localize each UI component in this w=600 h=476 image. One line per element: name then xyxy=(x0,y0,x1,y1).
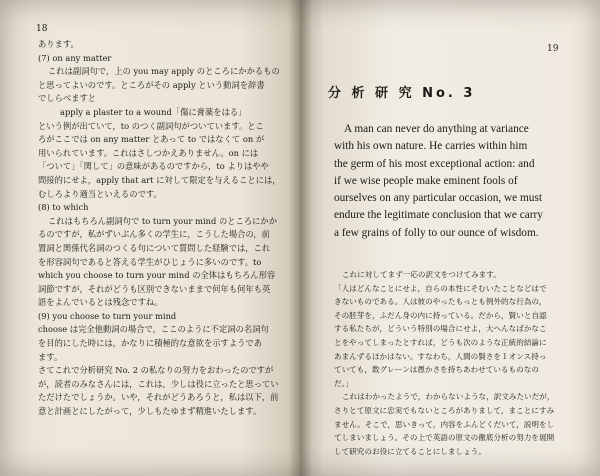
text-line: (7) on any matter xyxy=(38,52,112,63)
right-page-number: 19 xyxy=(547,44,559,54)
left-page-number: 18 xyxy=(36,24,48,34)
text-line: 詞節ですが，それがどうも区別できないままで何年も何年も英 xyxy=(38,283,271,294)
text-line: を形容詞句であると答える学生がひじょうに多いのです。to xyxy=(38,256,262,267)
text-line: which you choose to turn your mind の全体はもちろん形容 xyxy=(38,270,276,281)
passage-line: a few grains of folly to our ounce of wisdom. xyxy=(334,226,539,239)
text-line: 意と計画とにしたがって，少しもたゆまず精進いたします。 xyxy=(38,406,262,417)
text-line: を目的にした時には，かなりに積極的な意欲を示すようであ xyxy=(38,338,263,349)
text-line: 語をよんでいるとは残念ですね。 xyxy=(38,297,163,308)
passage-line: ourselves on any particular occasion, we must xyxy=(334,192,542,205)
text-line: choose は完全他動詞の場合で，ここのように不定詞の名詞句 xyxy=(38,324,269,335)
commentary-line: ません。そこで，思いきって，内容をふんどくだいて，説明をし xyxy=(334,419,555,429)
commentary-line: とをやってしまったとすれば，どうも次のような正統的結論に xyxy=(334,337,547,347)
passage-line: if we wise people make eminent fools of xyxy=(334,174,518,187)
section-heading: 分 析 研 究 No. 3 xyxy=(328,86,476,101)
text-line: あります。 xyxy=(38,39,79,49)
commentary-line: てしまいましょう。その上で英語の原文の徹底分析の努力を展開 xyxy=(334,433,555,443)
english-passage xyxy=(334,121,582,242)
text-line: 用いられています。これはさしつかえありません。on には xyxy=(38,147,259,158)
text-line: 間接的にせよ，apply that art に対して限定を与えることには， xyxy=(38,174,281,185)
passage-line: A man can never do anything at variance xyxy=(344,123,529,135)
text-line: apply a plaster to a wound「傷に膏薬をはる」 xyxy=(60,106,247,117)
text-line: と思ってよいのです。ところがその apply という動詞を辞書 xyxy=(38,79,265,90)
text-line: ろがここでは on any matter とあって to ではなくて on が xyxy=(38,134,265,145)
text-line: でしらべますと xyxy=(38,93,97,104)
text-line: ただけたでしょうか。いや，それがどうあろうと，私は以下，前 xyxy=(38,392,279,403)
passage-line: with his own nature. He carries within him xyxy=(334,140,528,153)
commentary-line: きないものである。人は彼のやったもっとも例外的な行為の， xyxy=(334,297,547,307)
text-line: (8) to which xyxy=(38,202,89,213)
text-line: これはもちろん副詞句で to turn your mind のところにかか xyxy=(48,215,278,226)
commentary-line: これはわかったようで，わからないような，訳文みたいだが， xyxy=(342,392,555,402)
commentary-line: して研究のお役に立てることにしましょう。 xyxy=(334,446,486,456)
commentary-line: する私たちが，どういう特別の場合にせよ，大へんなばかなこ xyxy=(334,324,547,334)
japanese-commentary xyxy=(334,268,584,458)
commentary-line: これに対してまず一応の訳文をつけてみます。 xyxy=(342,270,501,279)
left-page-text xyxy=(38,38,290,419)
passage-line: endure the legitimate conclusion that we carry xyxy=(334,209,543,222)
commentary-line: その胚芽を，ふだん身の内に持っている。だから，賢いと自認 xyxy=(334,310,547,320)
text-line: るのですが，私がずいぶん多くの学生に，こうした場合の，前 xyxy=(38,229,270,240)
text-line: (9) you choose to turn your mind xyxy=(38,310,177,321)
commentary-line: だ。」 xyxy=(334,378,353,388)
text-line: さてこれで分析研究 No. 2 の私なりの努力をおわったのですが xyxy=(38,365,274,376)
text-line: これは副詞句で，上の you may apply のところにかかるもの xyxy=(48,66,280,77)
text-line: が，読者のみなさんには，これは，少しは役に立ったと思ってい xyxy=(38,378,279,389)
text-line: という例が出ていて，to のつく副詞句がついています。とこ xyxy=(38,120,264,131)
commentary-line: さりとて原文に忠実でもないところがありまして，まことにすみ xyxy=(334,405,555,415)
text-line: ます。 xyxy=(38,351,63,362)
commentary-line: あまんずるほかはない。すなわち，人間の賢さを１オンス持っ xyxy=(334,351,547,361)
text-line: 「ついて」「関して」の意味があるのですから，to よりはやや xyxy=(38,161,269,172)
text-line: 置詞と関係代名詞のつくる句について質問した経験では，これ xyxy=(38,242,271,253)
commentary-line: 「人はどんなことにせよ，自らの本性にそむいたことなどはで xyxy=(334,283,547,293)
commentary-line: ていても，数グレーンは愚かさを持ちあわせているものなの xyxy=(334,365,539,375)
passage-line: the germ of his most exceptional action: and xyxy=(334,157,535,170)
book-gutter xyxy=(288,0,312,476)
text-line: むしろより適当といえるのです。 xyxy=(38,188,162,199)
